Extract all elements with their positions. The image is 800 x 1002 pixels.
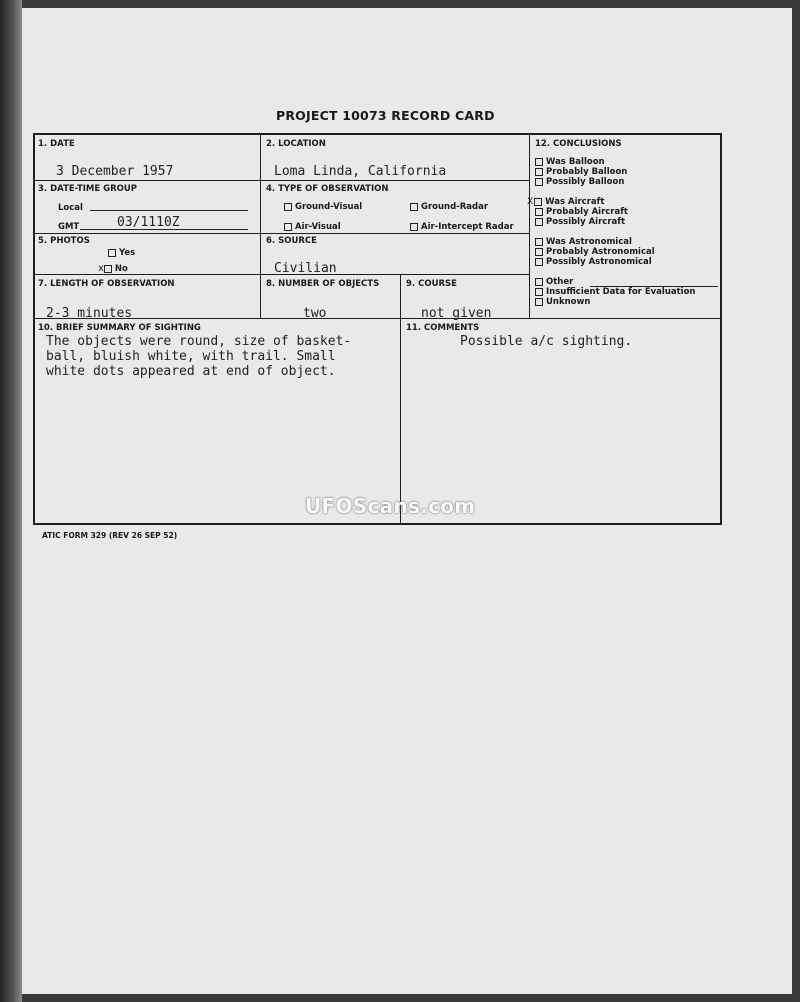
- concl-possibly-balloon: [535, 177, 624, 187]
- date-value: 3 December 1957: [56, 164, 174, 179]
- checkbox-probably-astronomical: [535, 248, 543, 256]
- checkbox-ground-radar: [410, 203, 418, 211]
- checkbox-air-visual: [284, 223, 292, 231]
- comments-label: 11. COMMENTS: [406, 323, 480, 333]
- concl-text: Possibly Balloon: [546, 177, 625, 187]
- date-label: 1. DATE: [38, 139, 75, 149]
- concl-text: Probably Astronomical: [546, 247, 655, 257]
- checkbox-insufficient-data: [535, 288, 543, 296]
- course-value: not given: [421, 306, 492, 321]
- summary-line-3: white dots appeared at end of object.: [46, 364, 336, 379]
- photos-label: 5. PHOTOS: [38, 236, 90, 246]
- concl-unknown: [535, 297, 590, 307]
- summary-text: [46, 334, 406, 379]
- checkbox-was-aircraft: [534, 198, 542, 206]
- checkbox-possibly-balloon: [535, 178, 543, 186]
- local-label: Local: [58, 203, 83, 213]
- summary-label: 10. BRIEF SUMMARY OF SIGHTING: [38, 323, 201, 333]
- form-border-top: [33, 133, 721, 135]
- scan-edge: [0, 0, 22, 1002]
- air-visual-text: Air-Visual: [295, 222, 341, 232]
- divider-h1: [33, 180, 530, 181]
- photos-yes: [108, 248, 135, 258]
- obs-type-label: 4. TYPE OF OBSERVATION: [266, 184, 389, 194]
- checkbox-photos-yes: [108, 249, 116, 257]
- form-border-bottom: [33, 523, 722, 525]
- concl-possibly-astronomical: [535, 257, 652, 267]
- concl-probably-balloon: [535, 167, 627, 177]
- form-footer: ATIC FORM 329 (REV 26 SEP 52): [42, 531, 178, 540]
- opt-ground-visual: [284, 202, 362, 212]
- checkbox-was-astronomical: [535, 238, 543, 246]
- checkbox-probably-aircraft: [535, 208, 543, 216]
- checkbox-possibly-aircraft: [535, 218, 543, 226]
- concl-text: Was Balloon: [546, 157, 605, 167]
- was-aircraft-mark: X: [527, 197, 534, 207]
- form-border-left: [33, 133, 35, 525]
- concl-possibly-aircraft: [535, 217, 625, 227]
- form-border-right: [720, 133, 722, 525]
- checkbox-probably-balloon: [535, 168, 543, 176]
- location-label: 2. LOCATION: [266, 139, 326, 149]
- checkbox-unknown: [535, 298, 543, 306]
- concl-text: Insufficient Data for Evaluation: [546, 287, 696, 297]
- checkbox-air-intercept: [410, 223, 418, 231]
- concl-text: Other: [546, 277, 574, 287]
- course-label: 9. COURSE: [406, 279, 457, 289]
- photos-no-mark: x: [98, 263, 104, 274]
- gmt-value: 03/1110Z: [117, 215, 180, 230]
- ground-visual-text: Ground-Visual: [295, 202, 363, 212]
- divider-v1: [260, 133, 261, 319]
- card-title: PROJECT 10073 RECORD CARD: [276, 108, 495, 123]
- checkbox-was-balloon: [535, 158, 543, 166]
- concl-text: Possibly Aircraft: [546, 217, 626, 227]
- concl-text: Was Aircraft: [545, 197, 605, 207]
- air-intercept-text: Air-Intercept Radar: [421, 222, 514, 232]
- concl-was-astronomical: [535, 237, 632, 247]
- photos-no: [98, 263, 128, 274]
- checkbox-ground-visual: [284, 203, 292, 211]
- summary-line-2: ball, bluish white, with trail. Small: [46, 349, 336, 364]
- checkbox-possibly-astronomical: [535, 258, 543, 266]
- divider-h4: [33, 318, 722, 319]
- photos-no-text: No: [114, 264, 128, 274]
- concl-text: Was Astronomical: [546, 237, 632, 247]
- concl-insufficient-data: [535, 287, 696, 297]
- divider-v2: [529, 133, 530, 319]
- checkbox-photos-no: [104, 265, 112, 273]
- concl-was-balloon: [535, 157, 605, 167]
- length-value: 2-3 minutes: [46, 306, 133, 321]
- divider-h2: [33, 233, 530, 234]
- location-value: Loma Linda, California: [274, 164, 447, 179]
- concl-text: Possibly Astronomical: [546, 257, 652, 267]
- concl-probably-astronomical: [535, 247, 655, 257]
- dtg-label: 3. DATE-TIME GROUP: [38, 184, 138, 194]
- concl-was-aircraft: [527, 197, 604, 207]
- watermark: UFOScans.com: [305, 494, 476, 518]
- concl-text: Probably Balloon: [546, 167, 628, 177]
- num-objects-value: two: [303, 306, 327, 321]
- divider-v3: [400, 274, 401, 524]
- source-label: 6. SOURCE: [266, 236, 317, 246]
- gmt-label: GMT: [58, 222, 80, 232]
- num-objects-label: 8. NUMBER OF OBJECTS: [266, 279, 380, 289]
- opt-air-intercept: [410, 222, 514, 232]
- summary-line-1: The objects were round, size of basket-: [46, 334, 352, 349]
- source-value: Civilian: [274, 261, 337, 276]
- ground-radar-text: Ground-Radar: [421, 202, 489, 212]
- local-line: [90, 210, 248, 211]
- concl-text: Unknown: [546, 297, 591, 307]
- concl-text: Probably Aircraft: [546, 207, 628, 217]
- concl-other: [535, 277, 573, 287]
- opt-ground-radar: [410, 202, 488, 212]
- checkbox-other: [535, 278, 543, 286]
- length-label: 7. LENGTH OF OBSERVATION: [38, 279, 175, 289]
- photos-yes-text: Yes: [119, 248, 136, 258]
- opt-air-visual: [284, 222, 341, 232]
- conclusions-label: 12. CONCLUSIONS: [535, 139, 622, 149]
- comments-value: Possible a/c sighting.: [460, 334, 633, 349]
- concl-probably-aircraft: [535, 207, 628, 217]
